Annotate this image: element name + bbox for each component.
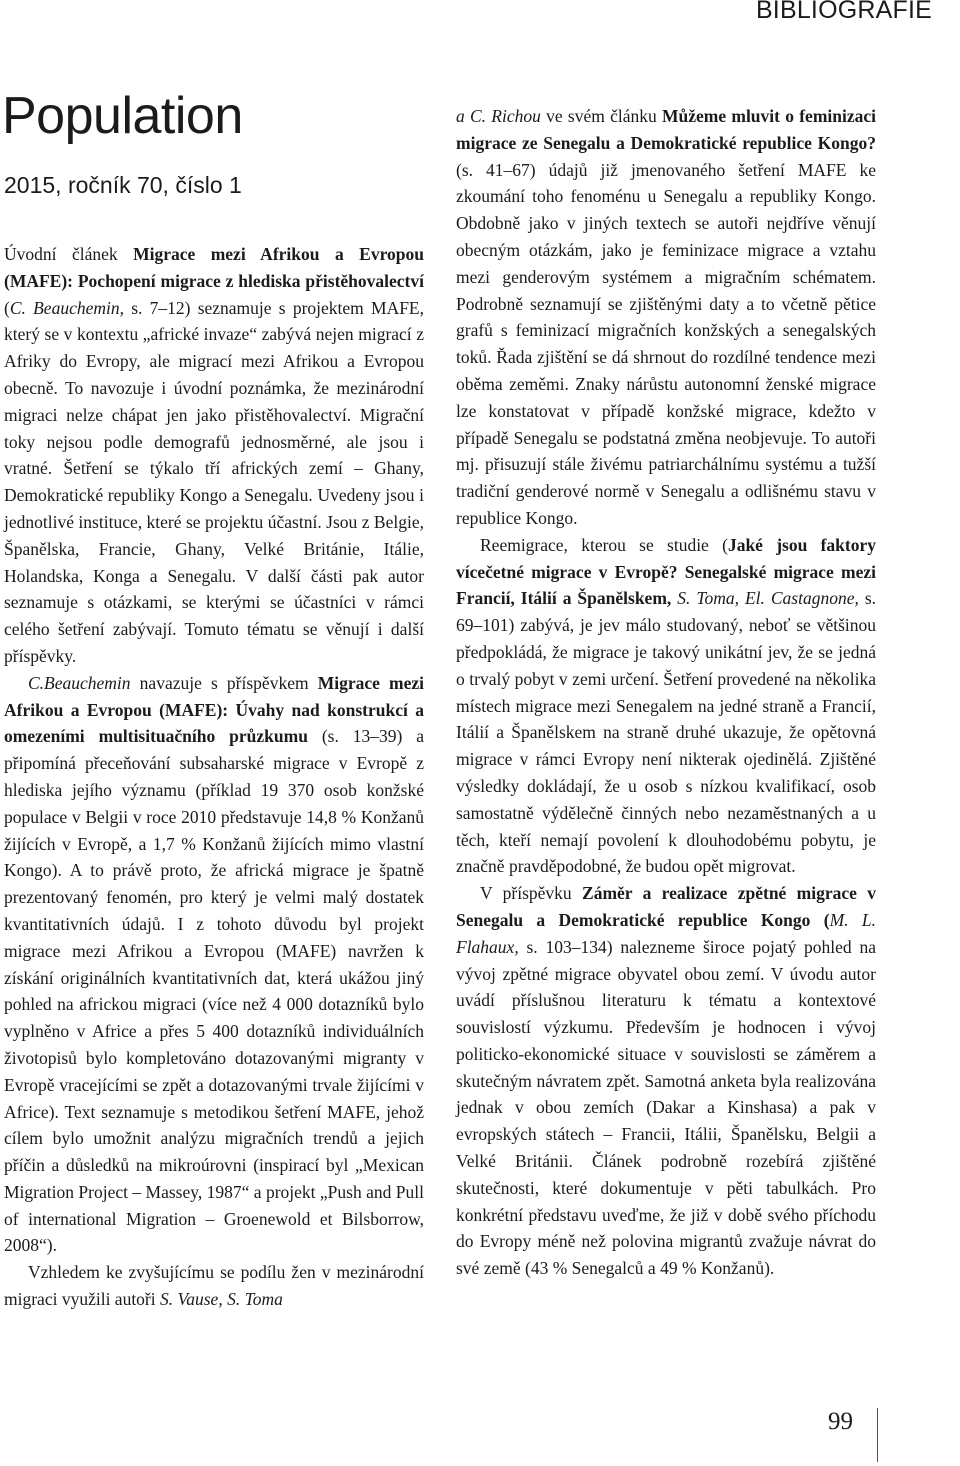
paragraph-beauchemin — [4, 670, 424, 1260]
author-name: S. Toma, El. Castagnone, — [677, 588, 859, 609]
text-run: navazuje s příspěvkem — [130, 672, 318, 693]
text-run: s. 103–134) nalezneme široce pojatý pohled na vývoj zpětné migrace obyvatel obou zemí. V úvodu autor uvádí příslušnou literaturu k tématu a kontextové souvislostí výzkumu. Především je hodnocen i vývoj politicko-ekonomické situace v souvislosti se záměrem a skutečným návratem zpět. Samotná anketa byla realizována jednak v obou zemích (Dakar a Kinshasa) a pak v evropských státech – Francii, Itálii, Španělsku, Belgii a Velké Británii. Článek podrobně rozebírá zjištěné skutečnosti, které dokumentuje v pěti tabulkách. Pro konkrétní představu uveďme, že již v době svého příchodu do Evropy méně než polovina migrantů zvažuje návrat do své země (43 % Senegalců a 49 % Konžanů). — [456, 936, 876, 1279]
text-run: ( — [4, 297, 10, 318]
paragraph-return-migration — [456, 880, 876, 1282]
issue-info: 2015, ročník 70, číslo 1 — [4, 172, 242, 198]
text-run: Úvodní článek — [4, 244, 134, 264]
text-run: s. 69–101) zabývá, je jev málo studovaný, neboť se většinou předpokládá, že migrace je takový unikátní jev, že se jedná o trvalý pobyt v zemi určení. Šetření provedené na několika místech migrace mezi Senegalem na jedné straně a Francií, Itálií a Španělskem na straně druhé ukazuje, že opětovná migrace v rámci Evropy není nikterak ojedinělá. Zjištěné výsledky dokládají, že u osob s nízkou kvalifikací, osob samostatně výdělečně činných nebo nezaměstnaných a u těch, kteří nemají povolení k dlouhodobému pobytu, je značně pravděpodobné, že budou opět migrovat. — [456, 588, 876, 877]
text-run: (s. 41–67) údajů již jmenovaného šetření MAFE ke zkoumání toho fenoménu u Senegalu a republiky Kongo. Obdobně jako v jiných textech se autoři nejdříve věnují obecným otázkám, jako je feminizace migrace a vztahu mezi genderovým systémem a migračním schématem. Podrobně seznamují se zjištěnými daty a to včetně pětice grafů s feminizací migračních konžských a senegalských toků. Řada zjištění se dá shrnout do rozdílné tendence mezi oběma zeměmi. Znaky nárůstu autonomní ženské migrace lze konstatovat v případě konžské migrace, kdežto v případě Senegalu se podstatná změna neobjevuje. To autoři mj. přisuzují stále živému patriarchálnímu systému a tužší tradiční genderové normě v Senegalu a odlišnému stavu v republice Kongo. — [456, 159, 876, 528]
journal-title: Population — [2, 87, 243, 145]
paragraph-reemigration — [456, 532, 876, 880]
article-title: Migrace mezi Afrikou a Evropou (MAFE): Úvahy nad konstrukcí a omezeními multisituačního průzkumu — [4, 672, 425, 747]
text-run: Reemigrace, kterou se studie ( — [480, 534, 728, 555]
text-run: V příspěvku — [480, 883, 583, 904]
article-title: Migrace mezi Afrikou a Evropou (MAFE): Pochopení migrace z hlediska přistěhovalectví — [4, 244, 424, 291]
paragraph-intro — [4, 241, 424, 670]
paragraph-feminization-cont — [456, 103, 876, 532]
author-name: S. Vause, S. Toma — [160, 1289, 283, 1310]
paragraph-feminization-start — [4, 1259, 424, 1313]
text-run: (s. 13–39) a připomíná přeceňování subsaharské migrace v Evropě z hlediska jejího významu (příklad 19 370 osob konžské populace v Belgii v roce 2010 představuje 14,8 % Konžanů žijících v Evropě, a 1,7 % Konžanů žijících mimo vlastní Kongo). A to právě proto, že africká migrace je špatně prezentovaný fenomén, pro který je velmi malý dostatek kvantitativních údajů. I z tohoto důvodu byl projekt migrace mezi Afrikou a Evropou (MAFE) navržen k získání originálních kvantitativních dat, která ukážou jiný pohled na africkou migraci (více než 4 000 dotazníků bylo vyplněno v Africe a přes 5 400 dotazníků individuálních životopisů bylo kompletováno dotazovanými migranty v Evropě vracejícími se zpět a dotazovanými trvale žijícími v Africe). Text seznamuje s metodikou šetření MAFE, jehož cílem bylo umožnit analýzu migračních trendů a jejich příčin a důsledků na mikroúrovni (inspirací byl „Mexican Migration Project – Massey, 1987“ a projekt „Push and Pull of international Migration – Groenewold et Bilsborrow, 2008“). — [4, 726, 424, 1256]
article-title: Můžeme mluvit o feminizaci migrace ze Senegalu a Demokratické republice Kongo? — [456, 106, 876, 153]
right-column — [456, 103, 876, 1282]
left-column — [4, 241, 424, 1313]
author-name: C.Beauchemin — [28, 672, 131, 693]
text-run: ve svém článku — [540, 106, 662, 126]
text-run: s. 7–12) seznamuje s projektem MAFE, který se v kontextu „africké invaze“ zabývá nejen migrací z Afriky do Evropy, ale migrací mezi Afrikou a Evropou obecně. To navozuje i úvodní poznámka, že mezinárodní migraci nelze chápat jen jako přistěhovalectví. Migrační toky nejsou podle demografů jednosměrné, ale jsou i vratné. Šetření se týkalo tří afrických zemí – Ghany, Demokratické republiky Kongo a Senegalu. Uvedeny jsou i jednotlivé instituce, které se projektu účastní. Jsou z Belgie, Španělska, Francie, Ghany, Velké Británie, Itálie, Holandska, Konga a Senegalu. V další části pak autor seznamuje s otázkami, se kterými se účastníci v rámci celého šetření zabývají. Tomuto tématu se věnují i další příspěvky. — [4, 297, 424, 666]
article-title: Jaké jsou faktory vícečetné migrace v Evropě? Senegalské migrace mezi Francií, Itálií a Španělskem, — [456, 534, 876, 609]
author-name: M. L. Flahaux, — [456, 909, 876, 957]
text-run: Vzhledem ke zvyšujícímu se podílu žen v mezinárodní migraci využili autoři — [4, 1262, 424, 1310]
article-title: Záměr a realizace zpětné migrace v Senegalu a Demokratické republice Kongo ( — [456, 883, 876, 930]
page-number-divider — [877, 1408, 878, 1462]
author-name: C. Beauchemin, — [9, 297, 124, 318]
section-label: BIBLIOGRAFIE — [755, 0, 932, 24]
page-number: 99 — [828, 1408, 853, 1435]
author-name: a C. Richou — [456, 106, 541, 126]
